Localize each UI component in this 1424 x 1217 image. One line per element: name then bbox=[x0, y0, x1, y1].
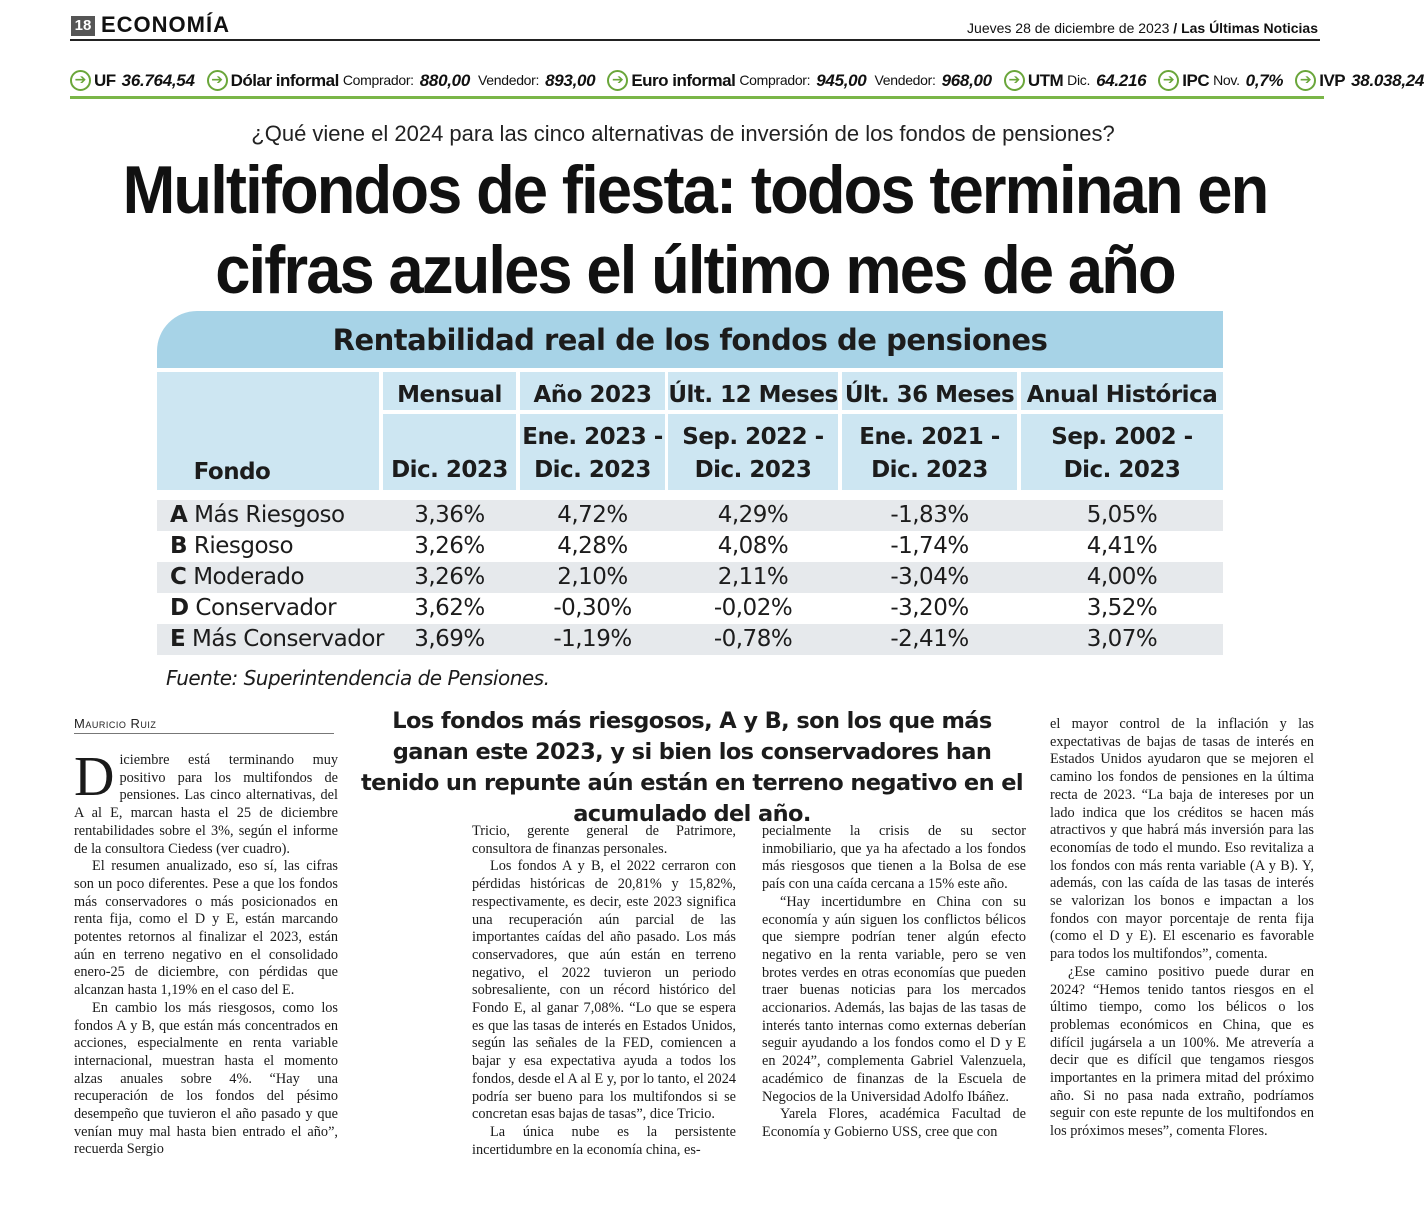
table-cell: -1,83% bbox=[890, 502, 969, 528]
column-header: Mensual bbox=[397, 382, 502, 408]
table-cell: -3,20% bbox=[890, 595, 969, 621]
indicator-value: 893,00 bbox=[545, 70, 596, 90]
issue-date: Jueves 28 de diciembre de 2023 bbox=[967, 20, 1170, 36]
table-cell: -1,19% bbox=[553, 626, 632, 652]
table-cell: 4,28% bbox=[557, 533, 628, 559]
table-cell: -0,78% bbox=[713, 626, 793, 652]
table-cell: -3,04% bbox=[890, 564, 969, 590]
article-column-3 bbox=[762, 823, 1026, 1142]
indicator-sublabel: Nov. bbox=[1213, 72, 1240, 88]
paragraph-text: iciembre está terminando muy positivo para los multifondos de pensiones. Las cinco alternativas, del A al E, marcan hasta el 25 de diciembre rentabilidades sobre el 3%, según el informe de la consultora Ciedess (ver cuadro). bbox=[74, 752, 338, 857]
period-line-2: Dic. 2023 bbox=[1063, 457, 1181, 483]
headline-line: cifras azules el último mes de año bbox=[215, 232, 1175, 308]
right-arrow-circle-icon: ➔ bbox=[70, 70, 91, 91]
table-cell: 4,00% bbox=[1086, 564, 1158, 590]
indicator-value: 0,7% bbox=[1245, 70, 1284, 90]
indicator-sublabel: Vendedor: bbox=[477, 72, 540, 88]
fund-name bbox=[170, 531, 293, 562]
indicator-label: Dólar informal bbox=[230, 70, 339, 90]
indicator-uf bbox=[70, 70, 195, 91]
period-line-2: Dic. 2023 bbox=[694, 457, 812, 483]
fund-label: Más Riesgoso bbox=[194, 502, 345, 528]
fund-label: Más Conservador bbox=[192, 626, 384, 652]
column-header: Últ. 36 Meses bbox=[844, 382, 1015, 408]
date-separator: / bbox=[1173, 20, 1178, 36]
date-line bbox=[967, 18, 1318, 38]
drop-cap: D bbox=[74, 746, 115, 808]
section-name: ECONOMÍA bbox=[101, 12, 230, 37]
table-cell: 4,41% bbox=[1086, 533, 1158, 559]
fund-letter: A bbox=[170, 502, 188, 528]
indicator-sublabel: Dic. bbox=[1067, 72, 1091, 88]
fund-name bbox=[170, 624, 384, 655]
period-line-2: Dic. 2023 bbox=[534, 457, 651, 483]
ticker-rule bbox=[70, 96, 1324, 99]
column-header: Año 2023 bbox=[533, 382, 652, 408]
period-line-1: Ene. 2023 - bbox=[522, 424, 663, 450]
period-line-1: Sep. 2022 - bbox=[682, 424, 824, 450]
period-line-1: Sep. 2002 - bbox=[1051, 424, 1193, 450]
header-rule bbox=[70, 39, 1320, 41]
fund-label: Moderado bbox=[193, 564, 305, 590]
paragraph: Tricio, gerente general de Patrimore, consultora de finanzas personales. bbox=[472, 823, 736, 857]
right-arrow-circle-icon: ➔ bbox=[1158, 70, 1179, 91]
article-column-2 bbox=[472, 823, 736, 1159]
indicator-label: IPC bbox=[1182, 70, 1210, 90]
indicator-sublabel: Comprador: bbox=[342, 72, 414, 88]
paragraph: ¿Ese camino positivo puede durar en 2024? “Hemos tenido tantos riesgos en el último tiempo, como los bélicos o los problemas económicos en China, que es difícil jugársela a un 100%. Me atrevería a decir que es difícil que tengamos riesgos importantes en la primera mitad del próximo año. Si no pasa nada extraño, podríamos seguir con este repunte de los multifondos en los próximos meses”, comenta Flores. bbox=[1050, 963, 1314, 1140]
indicator-value: 968,00 bbox=[941, 70, 992, 90]
fund-letter: D bbox=[170, 595, 189, 621]
paragraph: En cambio los más riesgosos, como los fondos A y B, que están más concentrados en acciones, especialmente en renta variable internacional, muestran hasta el momento alzas anuales sobre 4%. “Hay una recuperación de los fondos del pésimo desempeño que tuvieron el año pasado y que venían muy mal hasta bien entrado el año”, recuerda Sergio bbox=[74, 999, 338, 1158]
indicator-sublabel: Comprador: bbox=[739, 72, 811, 88]
table-cell: -0,30% bbox=[553, 595, 632, 621]
table-title: Rentabilidad real de los fondos de pensiones bbox=[332, 323, 1048, 357]
table-cell: -1,74% bbox=[890, 533, 969, 559]
fund-letter: C bbox=[170, 564, 187, 590]
paragraph: La única nube es la persistente incertidumbre en la economía china, es- bbox=[472, 1123, 736, 1158]
table-source: Fuente: Superintendencia de Pensiones. bbox=[166, 666, 550, 690]
table-cell: 4,72% bbox=[557, 502, 628, 528]
indicator-sublabel: Vendedor: bbox=[874, 72, 936, 88]
article-column-4 bbox=[1050, 716, 1314, 1141]
kicker: ¿Qué viene el 2024 para las cinco alternativas de inversión de los fondos de pensiones? bbox=[251, 121, 1115, 146]
table-cell: 4,29% bbox=[717, 502, 789, 528]
fund-name bbox=[170, 562, 304, 593]
column-header: Últ. 12 Meses bbox=[668, 382, 838, 408]
table-cell: 3,62% bbox=[414, 595, 485, 621]
indicator-ivp bbox=[1295, 70, 1424, 91]
indicator-value: 36.764,54 bbox=[121, 70, 195, 90]
headline-line: Multifondos de fiesta: todos terminan en bbox=[122, 152, 1268, 228]
indicators-ticker bbox=[70, 64, 1424, 96]
table-cell: 3,36% bbox=[414, 502, 485, 528]
indicator-label: IVP bbox=[1319, 70, 1346, 90]
column-header: Anual Histórica bbox=[1026, 382, 1218, 408]
paragraph: El resumen anualizado, eso sí, las cifras son un poco diferentes. Pese a que los fondos más conservadores o más posicionados en renta fija, como el D y E, están marcando potentes retornos al finalizar el 2023, están aún en terreno negativo en el consolidado enero-25 de diciembre, con pérdidas que alcanzan hasta 1,19% en el caso del E. bbox=[74, 858, 338, 999]
headline bbox=[104, 150, 1285, 310]
indicator-euro bbox=[607, 70, 991, 91]
fund-name bbox=[170, 500, 345, 531]
page-number: 18 bbox=[71, 16, 95, 36]
table-cell: 3,69% bbox=[414, 626, 485, 652]
period-line-1: Ene. 2021 - bbox=[859, 424, 1000, 450]
indicator-dolar bbox=[207, 70, 596, 91]
fondo-header: Fondo bbox=[193, 459, 271, 485]
fund-name bbox=[170, 593, 336, 624]
paragraph: el mayor control de la inflación y las expectativas de bajas de tasas de interés en Estados Unidos ayudaron que se mejoren el camino los fondos de pensiones en la última recta de 2023. “La baja de intereses por un lado indica que los créditos se hacen más atractivos y que habrá más inversión para las economías de todo el mundo. Eso revitaliza a los fondos con más renta variable (A y B). Y, además, con las caída de las tasas de interés se valorizan los bonos e impactan a los fondos con mayor porcentaje de renta fija (como el D y E). El escenario es favorable para todos los multifondos”, comenta. bbox=[1050, 716, 1314, 963]
paragraph: Yarela Flores, académica Facultad de Economía y Gobierno USS, cree que con bbox=[762, 1106, 1026, 1140]
table-cell: 3,52% bbox=[1086, 595, 1158, 621]
table-cell: 5,05% bbox=[1086, 502, 1158, 528]
paragraph: “Hay incertidumbre en China con su economía y aún siguen los conflictos bélicos que siempre podrían tener algún efecto negativo en la renta variable, pero se ven brotes verdes en otras economías que pueden traer buenas noticias para los mercados accionarios. Además, las bajas de las tasas de interés tanto internas como externas deberían seguir ayudando a los fondos como el D y E en 2024”, complementa Gabriel Valenzuela, académico de finanzas de la Escuela de Negocios de la Universidad Adolfo Ibáñez. bbox=[762, 893, 1026, 1105]
table-cell: 3,26% bbox=[414, 564, 485, 590]
fund-label: Riesgoso bbox=[193, 533, 294, 559]
paragraph: Los fondos A y B, el 2022 cerraron con pérdidas históricas de 20,81% y 15,82%, respectivamente, es decir, este 2023 significa una recuperación aún parcial de las importantes caídas del año pasado. Los más conservadores, que aún están en terreno negativo, el 2022 tuvieron un periodo sobresaliente, con un récord histórico del Fondo E, al ganar 7,08%. “Lo que se espera es que las tasas de interés en Estados Unidos, según las señales de la FED, comiencen a bajar y esa expectativa ayuda a todos los fondos, desde el A al E y, por lo tanto, el 2024 podría ser bueno para los multifondos si se concretan esas bajas de tasas”, dice Tricio. bbox=[472, 858, 736, 1123]
indicator-value: 880,00 bbox=[419, 70, 470, 90]
table-cell: 2,11% bbox=[717, 564, 789, 590]
byline: Mauricio Ruiz bbox=[74, 716, 334, 734]
table-cell: -0,02% bbox=[713, 595, 793, 621]
indicator-utm bbox=[1004, 70, 1146, 91]
deck: Los fondos más riesgosos, A y B, son los que más ganan este 2023, y si bien los conservadores han tenido un repunte aún están en terreno negativo en el acumulado del año. bbox=[360, 708, 1024, 827]
period-line-2: Dic. 2023 bbox=[871, 457, 988, 483]
table-cell: 2,10% bbox=[557, 564, 628, 590]
table-cell: 3,07% bbox=[1086, 626, 1158, 652]
paragraph: pecialmente la crisis de su sector inmobiliario, que ya ha afectado a los fondos más riesgosos que tienen a la Bolsa de ese país con una caída cercana a 15% este año. bbox=[762, 823, 1026, 893]
table-cell: 4,08% bbox=[717, 533, 789, 559]
indicator-ipc bbox=[1158, 70, 1283, 91]
indicator-label: UTM bbox=[1027, 70, 1064, 90]
period-line-2: Dic. 2023 bbox=[391, 457, 508, 483]
right-arrow-circle-icon: ➔ bbox=[607, 70, 628, 91]
indicator-value: 38.038,24 bbox=[1351, 70, 1424, 90]
indicator-label: Euro informal bbox=[631, 70, 736, 90]
indicator-label: UF bbox=[94, 70, 116, 90]
right-arrow-circle-icon: ➔ bbox=[207, 70, 228, 91]
table-cell: -2,41% bbox=[890, 626, 969, 652]
fund-letter: E bbox=[170, 626, 186, 652]
fund-label: Conservador bbox=[195, 595, 337, 621]
article-column-1 bbox=[74, 746, 338, 1159]
table-cell: 3,26% bbox=[414, 533, 485, 559]
publication-name: Las Últimas Noticias bbox=[1181, 20, 1318, 36]
paragraph bbox=[74, 746, 338, 858]
indicator-value: 945,00 bbox=[816, 70, 867, 90]
right-arrow-circle-icon: ➔ bbox=[1295, 70, 1316, 91]
indicator-value: 64.216 bbox=[1096, 70, 1147, 90]
right-arrow-circle-icon: ➔ bbox=[1004, 70, 1025, 91]
fund-letter: B bbox=[170, 533, 188, 559]
